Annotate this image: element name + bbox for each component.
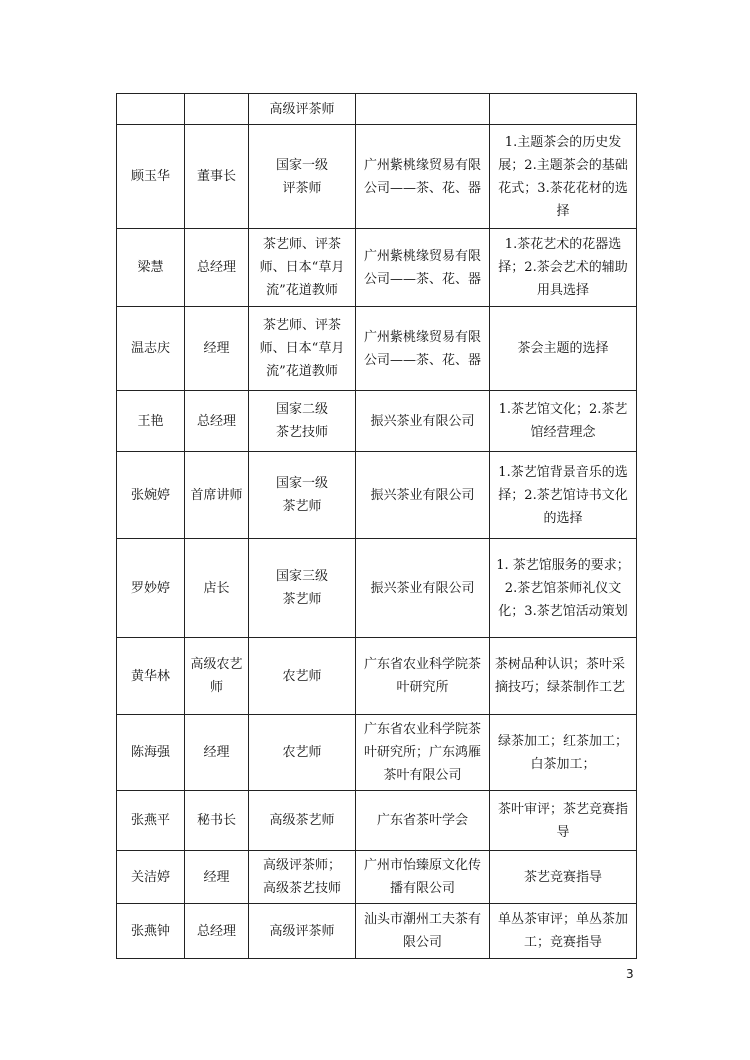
title-cell: 国家一级 评茶师 [249,125,356,229]
table-row [117,851,637,904]
position-cell: 经理 [185,851,249,904]
table-row [117,539,637,638]
name-cell [117,94,185,125]
title-cell: 农艺师 [249,715,356,791]
topic-cell: 茶艺竞赛指导 [490,851,637,904]
name-cell: 陈海强 [117,715,185,791]
org-cell: 汕头市潮州工夫茶有限公司 [356,904,490,959]
topic-cell: 茶树品种认识；茶叶采摘技巧；绿茶制作工艺 [490,638,637,715]
org-cell: 广州市怡臻原文化传播有限公司 [356,851,490,904]
table-row [117,904,637,959]
table-row [117,94,637,125]
position-cell: 店长 [185,539,249,638]
name-cell: 张燕钟 [117,904,185,959]
org-cell: 广东省茶叶学会 [356,791,490,851]
table-row [117,229,637,307]
name-cell: 梁慧 [117,229,185,307]
title-cell: 高级评茶师 [249,904,356,959]
title-cell: 农艺师 [249,638,356,715]
table-row [117,452,637,539]
name-cell: 罗妙婷 [117,539,185,638]
org-cell: 广州紫桃缘贸易有限公司——茶、花、器 [356,125,490,229]
org-cell: 振兴茶业有限公司 [356,539,490,638]
topic-cell: 1.主题茶会的历史发展；2.主题茶会的基础花式；3.茶花花材的选择 [490,125,637,229]
topic-cell: 1.茶花艺术的花器选择；2.茶会艺术的辅助用具选择 [490,229,637,307]
position-cell: 总经理 [185,229,249,307]
position-cell: 首席讲师 [185,452,249,539]
name-cell: 张婉婷 [117,452,185,539]
title-cell: 国家三级 茶艺师 [249,539,356,638]
table-row [117,307,637,391]
table-row [117,715,637,791]
org-cell [356,94,490,125]
org-cell: 广州紫桃缘贸易有限公司——茶、花、器 [356,307,490,391]
topic-cell [490,94,637,125]
topic-cell: 茶会主题的选择 [490,307,637,391]
table-row [117,791,637,851]
table-row [117,391,637,452]
title-cell: 国家二级 茶艺技师 [249,391,356,452]
title-cell: 高级评茶师 [249,94,356,125]
position-cell: 经理 [185,307,249,391]
position-cell: 董事长 [185,125,249,229]
position-cell: 经理 [185,715,249,791]
org-cell: 广州紫桃缘贸易有限公司——茶、花、器 [356,229,490,307]
topic-cell: 1. 茶艺馆服务的要求；2.茶艺馆茶师礼仪文化；3.茶艺馆活动策划 [490,539,637,638]
title-cell: 高级评茶师； 高级茶艺技师 [249,851,356,904]
org-cell: 广东省农业科学院茶叶研究所 [356,638,490,715]
title-cell: 茶艺师、评茶师、日本“草月流”花道教师 [249,307,356,391]
table-row [117,125,637,229]
page-number: 3 [626,967,634,981]
title-cell: 国家一级 茶艺师 [249,452,356,539]
name-cell: 关洁婷 [117,851,185,904]
topic-cell: 1.茶艺馆背景音乐的选择；2.茶艺馆诗书文化的选择 [490,452,637,539]
name-cell: 张燕平 [117,791,185,851]
name-cell: 顾玉华 [117,125,185,229]
table-row [117,638,637,715]
org-cell: 振兴茶业有限公司 [356,391,490,452]
position-cell: 秘书长 [185,791,249,851]
name-cell: 王艳 [117,391,185,452]
tea-expert-table [116,93,637,959]
position-cell: 总经理 [185,391,249,452]
position-cell [185,94,249,125]
title-cell: 茶艺师、评茶师、日本“草月流”花道教师 [249,229,356,307]
name-cell: 黄华林 [117,638,185,715]
title-cell: 高级茶艺师 [249,791,356,851]
name-cell: 温志庆 [117,307,185,391]
org-cell: 振兴茶业有限公司 [356,452,490,539]
topic-cell: 茶叶审评；茶艺竞赛指导 [490,791,637,851]
org-cell: 广东省农业科学院茶叶研究所；广东鸿雁茶叶有限公司 [356,715,490,791]
topic-cell: 单丛茶审评；单丛茶加工；竞赛指导 [490,904,637,959]
topic-cell: 绿茶加工；红茶加工；白茶加工； [490,715,637,791]
topic-cell: 1.茶艺馆文化；2.茶艺馆经营理念 [490,391,637,452]
position-cell: 高级农艺师 [185,638,249,715]
position-cell: 总经理 [185,904,249,959]
